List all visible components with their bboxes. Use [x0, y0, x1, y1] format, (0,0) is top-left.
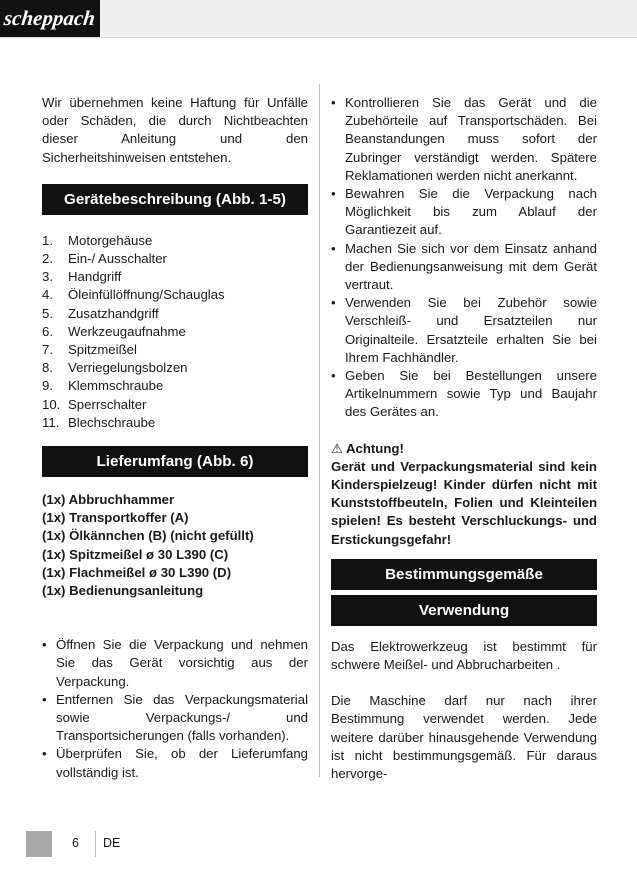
list-item: • Überprüfen Sie, ob der Lieferumfang vollständig ist. — [42, 745, 308, 781]
list-item: • Machen Sie sich vor dem Einsatz anhand der Bedienungsanweisung mit dem Gerät vertraut. — [331, 240, 597, 295]
svg-text:scheppach: scheppach — [2, 6, 97, 30]
list-item: (1x) Transportkoffer (A) — [42, 510, 189, 526]
list-item: • Geben Sie bei Bestellungen unsere Artikelnummern sowie Typ und Baujahr des Gerätes an. — [331, 367, 597, 422]
list-item: (1x) Abbruchhammer — [42, 492, 175, 508]
list-item: 1. Motorgehäuse — [42, 232, 153, 248]
list-item: • Verwenden Sie bei Zubehör sowie Verschleiß- und Ersatzteilen nur Originalteile. Ersatzteile erhalten Sie bei Ihrem Fachhändler. — [331, 294, 597, 367]
scheppach-logo-icon — [0, 0, 100, 37]
warning-title: ⚠ Achtung! — [331, 440, 404, 456]
list-item: 6. Werkzeugaufnahme — [42, 323, 186, 339]
brand-logo — [0, 0, 100, 37]
list-item: 8. Verriegelungsbolzen — [42, 360, 188, 376]
list-item: 7. Spitzmeißel — [42, 342, 137, 358]
language-code: DE — [103, 836, 121, 850]
list-item: (1x) Spitzmeißel ø 30 L390 (C) — [42, 546, 229, 562]
unpacking-instructions — [42, 636, 308, 782]
section-heading-scope-of-delivery: Lieferumfang (Abb. 6) — [42, 446, 308, 477]
parts-list — [42, 232, 308, 432]
usage-paragraph-1: Das Elektrowerkzeug ist bestimmt für schwere Meißel- und Abbrucharbeiten . — [331, 638, 597, 673]
list-item: 9. Klemmschraube — [42, 378, 164, 394]
left-column — [42, 94, 308, 782]
list-item: 11. Blechschraube — [42, 414, 156, 430]
page-number: 6 — [72, 836, 79, 850]
section-heading-intended-use-line2: Verwendung — [331, 595, 597, 626]
list-item: (1x) Bedienungsanleitung — [42, 583, 204, 599]
usage-paragraph-2: Die Maschine darf nur nach ihrer Bestimmung verwendet werden. Jede weitere darüber hinausgehende Verwendung ist nicht bestimmungsgemäß. Für daraus hervorge- — [331, 693, 597, 782]
column-divider — [319, 84, 320, 777]
footer-marker — [26, 831, 52, 857]
list-item: • Entfernen Sie das Verpackungsmaterial sowie Verpackungs-/ und Transportsicherungen (falls vorhanden). — [42, 691, 308, 746]
list-item: (1x) Flachmeißel ø 30 L390 (D) — [42, 564, 232, 580]
list-item: 5. Zusatzhandgriff — [42, 305, 159, 321]
list-item: • Kontrollieren Sie das Gerät und die Zubehörteile auf Transportschäden. Bei Beanstandungen muss sofort der Zubringer verständigt werden. Spätere Reklamationen werden nicht anerkannt. — [331, 94, 597, 185]
warning-text: Gerät und Verpackungsmaterial sind kein Kinderspielzeug! Kinder dürfen nicht mit Kunststoffbeuteln, Folien und Kleinteilen spielen! Es besteht Verschluckungs- und Erstickungsgefahr! — [331, 458, 597, 547]
scope-of-delivery-list — [42, 491, 308, 600]
list-item: 4. Öleinfüllöffnung/Schauglas — [42, 287, 225, 303]
inspection-instructions — [331, 94, 597, 422]
liability-intro: Wir übernehmen keine Haftung für Unfälle oder Schäden, die durch Nichtbeachten dieser Anleitung und den Sicherheitshinweisen entstehen. — [42, 95, 308, 165]
list-item: 3. Handgriff — [42, 269, 122, 285]
section-heading-intended-use: Bestimmungsgemäße — [331, 559, 597, 590]
list-item: 10. Sperrschalter — [42, 396, 147, 412]
header-bar — [0, 0, 637, 38]
footer-divider — [95, 831, 96, 857]
right-column — [331, 94, 597, 783]
list-item: 2. Ein-/ Ausschalter — [42, 251, 167, 267]
list-item: • Bewahren Sie die Verpackung nach Möglichkeit bis zum Ablauf der Garantiezeit auf. — [331, 185, 597, 240]
section-heading-device-description: Gerätebeschreibung (Abb. 1-5) — [42, 184, 308, 215]
list-item: (1x) Ölkännchen (B) (nicht gefüllt) — [42, 528, 254, 544]
list-item: • Öffnen Sie die Verpackung und nehmen Sie das Gerät vorsichtig aus der Verpackung. — [42, 636, 308, 691]
